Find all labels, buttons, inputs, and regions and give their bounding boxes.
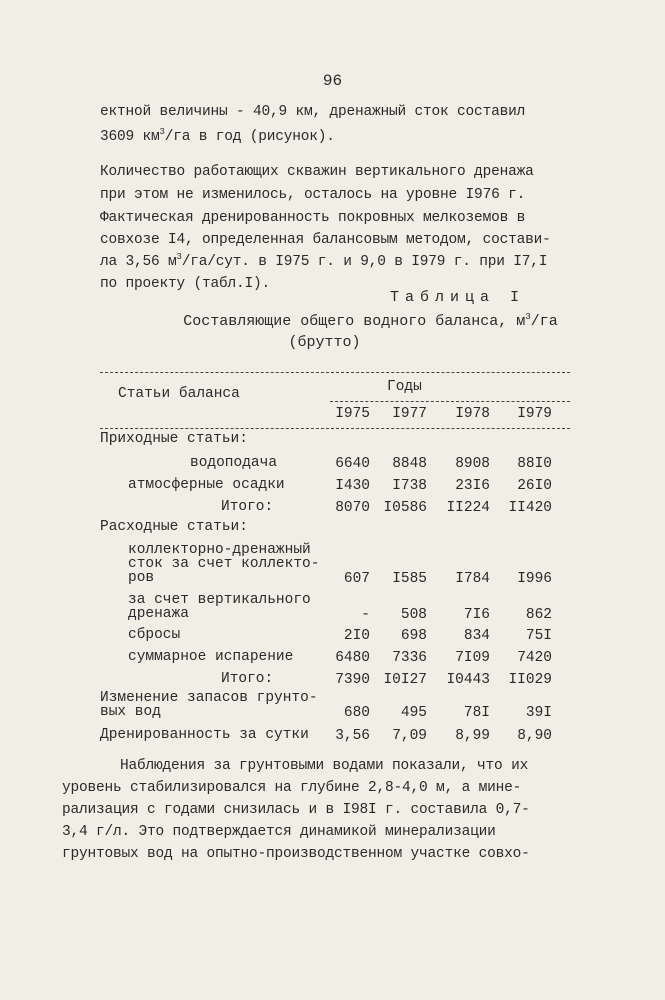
page-number: 96: [322, 72, 343, 90]
table-cell: 23I6: [455, 478, 490, 494]
paragraph-2-line-2: при этом не изменилось, осталось на уровне I976 г.: [100, 187, 526, 203]
table-row-label: атмосферные осадки: [128, 477, 285, 493]
paragraph-2-line-6: по проекту (табл.I).: [100, 276, 271, 292]
table-cell: I0443: [446, 672, 490, 688]
table-row-label: Расходные статьи:: [100, 519, 248, 535]
table-cell: 6480: [335, 650, 370, 666]
table-cell: 698: [400, 628, 427, 644]
table-cell: 2I0: [343, 628, 370, 644]
table-cell: I430: [335, 478, 370, 494]
table-cell: 834: [463, 628, 490, 644]
table-cell: I738: [392, 478, 427, 494]
table-cell: 7336: [392, 650, 427, 666]
table-cell: 7420: [517, 650, 552, 666]
paragraph-2-line-4: совхозе I4, определенная балансовым методом, состави-: [100, 232, 551, 248]
table-row-label: Дренированность за сутки: [100, 727, 309, 743]
table-col-header: Статьи баланса: [118, 386, 240, 402]
table-row-label: Итого:: [221, 499, 274, 515]
paragraph-3-line-2: уровень стабилизировался на глубине 2,8-4,0 м, а мине-: [62, 780, 522, 796]
table-cell: -: [361, 607, 370, 623]
table-year-2: I978: [455, 406, 490, 422]
table-cell: 607: [343, 571, 370, 587]
table-cell: I996: [517, 571, 552, 587]
table-row-label: суммарное испарение: [128, 649, 294, 665]
table-cell: 8070: [335, 500, 370, 516]
table-cell: II029: [508, 672, 552, 688]
table-row-label: Приходные статьи:: [100, 431, 248, 447]
table-year-3: I979: [517, 406, 552, 422]
table-cell: 7,09: [392, 728, 427, 744]
table-years-header: Годы: [387, 379, 422, 395]
table-cell: I0586: [383, 500, 427, 516]
table-cell: I585: [392, 571, 427, 587]
table-cell: 508: [400, 607, 427, 623]
paragraph-3-line-5: грунтовых вод на опытно-производственном участке совхо-: [62, 846, 530, 862]
paragraph-1-line-2: 3609 $км^3/га$ в год (рисунок).: [100, 127, 335, 145]
table-cell: 7I09: [455, 650, 490, 666]
table-cell: 7390: [335, 672, 370, 688]
table-cell: 88I0: [517, 456, 552, 472]
table-row-label: Изменение запасов грунто- вых вод: [100, 690, 318, 720]
table-rule-header-bottom: [100, 428, 570, 429]
table-subtitle: (брутто): [288, 334, 361, 351]
paragraph-3-line-4: 3,4 г/л. Это подтверждается динамикой минерализации: [62, 824, 496, 840]
table-cell: 495: [400, 705, 427, 721]
paragraph-3-line-1: Наблюдения за грунтовыми водами показали, что их: [120, 758, 529, 774]
table-cell: 7I6: [463, 607, 490, 623]
table-cell: I0I27: [383, 672, 427, 688]
table-cell: 680: [343, 705, 370, 721]
paragraph-2-line-5: ла 3,56 $м^3/га$/сут. в I975 г. и 9,0 в I979 г. при I7,I: [100, 252, 548, 270]
table-cell: 39I: [525, 705, 552, 721]
table-cell: 862: [525, 607, 552, 623]
table-cell: 8,99: [455, 728, 490, 744]
table-cell: 8908: [455, 456, 490, 472]
table-cell: I784: [455, 571, 490, 587]
table-row-label: водоподача: [190, 455, 278, 471]
table-cell: 3,56: [335, 728, 370, 744]
paragraph-2-line-1: Количество работающих скважин вертикального дренажа: [100, 164, 534, 180]
table-cell: 8848: [392, 456, 427, 472]
table-label: Таблица I: [390, 289, 526, 306]
table-cell: 8,90: [517, 728, 552, 744]
table-rule-years: [330, 401, 570, 402]
table-cell: 26I0: [517, 478, 552, 494]
table-row-label: сбросы: [128, 627, 181, 643]
table-cell: II224: [446, 500, 490, 516]
table-row-label: за счет вертикального дренажа: [128, 592, 311, 622]
paragraph-3-line-3: рализация с годами снизилась и в I98I г. составила 0,7-: [62, 802, 530, 818]
table-row-label: коллекторно-дренажный сток за счет коллекто- ров: [128, 542, 320, 586]
paragraph-2-line-3: Фактическая дренированность покровных мелкоземов в: [100, 210, 526, 226]
paragraph-1-line-1: ектной величины - 40,9 км, дренажный сток составил: [100, 104, 526, 120]
table-row-label: Итого:: [221, 671, 274, 687]
table-cell: 6640: [335, 456, 370, 472]
table-rule-top: [100, 372, 570, 373]
table-year-1: I977: [392, 406, 427, 422]
table-cell: 75I: [525, 628, 552, 644]
table-cell: 78I: [463, 705, 490, 721]
table-cell: II420: [508, 500, 552, 516]
table-title: Составляющие общего водного баланса, $м^3/га$: [183, 312, 558, 330]
table-year-0: I975: [335, 406, 370, 422]
